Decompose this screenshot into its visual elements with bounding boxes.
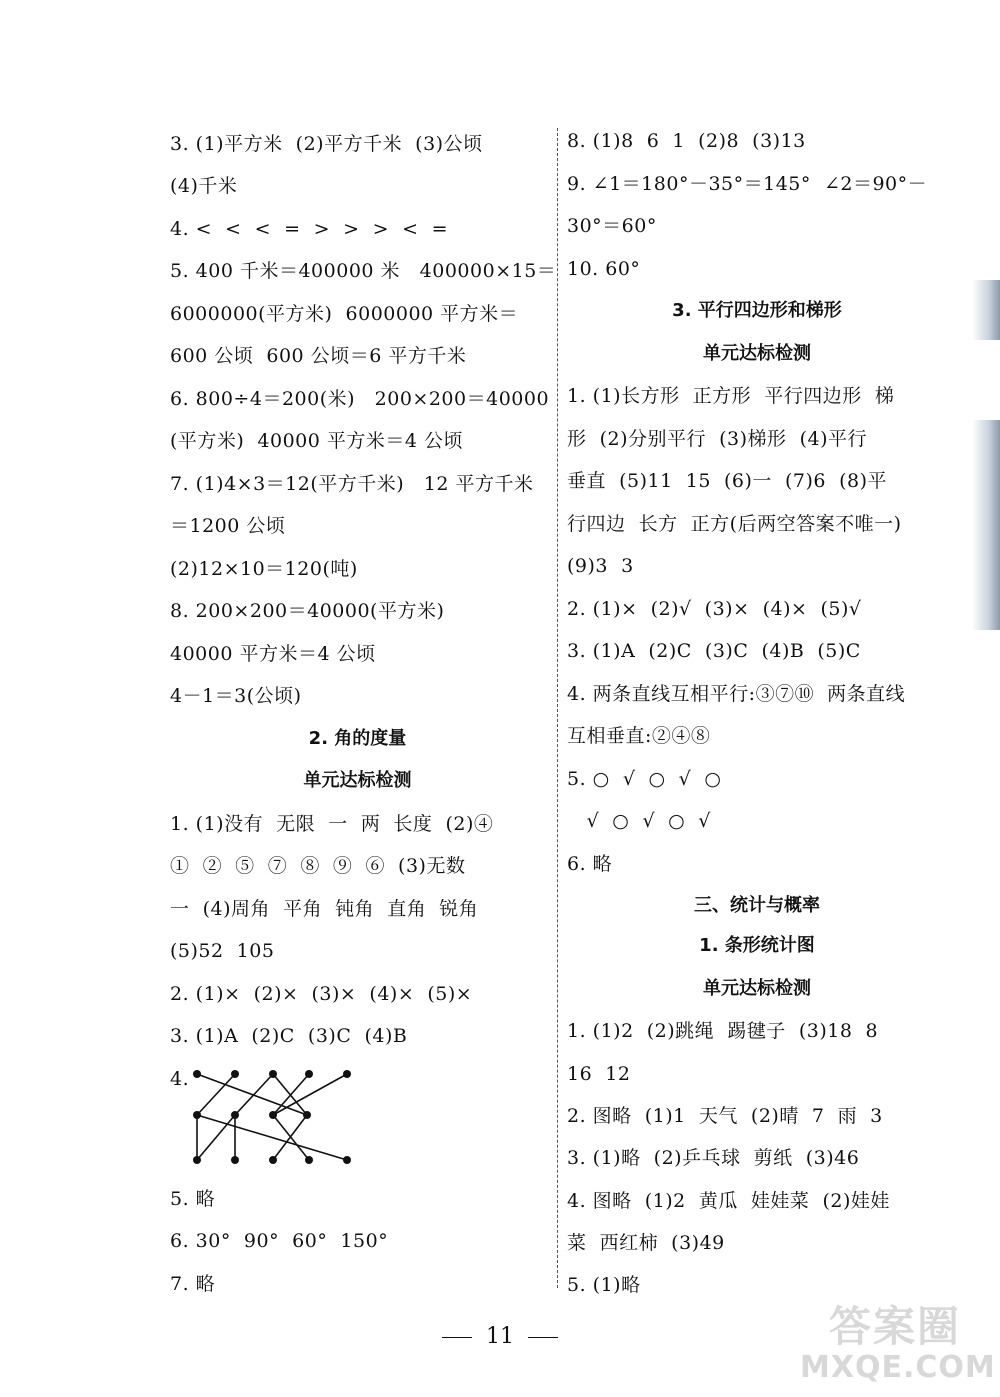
answer-line: 6000000(平方米) 6000000 平方米＝ bbox=[170, 303, 519, 325]
section-subtitle: 单元达标检测 bbox=[703, 978, 811, 999]
answer-line: 垂直 (5)11 15 (6)一 (7)6 (8)平 bbox=[567, 470, 887, 492]
answer-line: √ ○ √ ○ √ bbox=[567, 810, 711, 832]
answer-line: 6. 800÷4＝200(米) 200×200＝40000 bbox=[170, 388, 550, 410]
answer-line: 6. 30° 90° 60° 150° bbox=[170, 1230, 389, 1252]
scan-edge-strip bbox=[972, 420, 1000, 630]
section-title: 2. 角的度量 bbox=[308, 728, 407, 749]
answer-line: 互相垂直:②④⑧ bbox=[567, 725, 711, 747]
column-divider bbox=[557, 128, 558, 1288]
answer-line: 7. (1)4×3＝12(平方千米) 12 平方千米 bbox=[170, 473, 534, 495]
answer-line: 4. < < < = > > > < = bbox=[170, 218, 449, 240]
watermark-url: MXQE.COM bbox=[800, 1350, 996, 1385]
matching-lines-figure bbox=[185, 1062, 365, 1172]
answer-line: 形 (2)分别平行 (3)梯形 (4)平行 bbox=[567, 428, 867, 450]
answer-line: 3. (1)平方米 (2)平方千米 (3)公顷 bbox=[170, 133, 483, 155]
page-number-value: 11 bbox=[486, 1324, 514, 1349]
page-number-dash bbox=[528, 1337, 558, 1338]
watermark-logo: 答案圈 bbox=[828, 1302, 961, 1351]
answer-line: 8. 200×200＝40000(平方米) bbox=[170, 600, 445, 622]
answer-line: 3. (1)A (2)C (3)C (4)B bbox=[170, 1025, 408, 1047]
answer-line: 行四边 长方 正方(后两空答案不唯一) bbox=[567, 513, 902, 535]
answer-line: 9. ∠1＝180°－35°＝145° ∠2＝90°－ bbox=[567, 173, 928, 195]
answer-line: 1. (1)长方形 正方形 平行四边形 梯 bbox=[567, 385, 895, 407]
answer-line: (4)千米 bbox=[170, 175, 238, 197]
answer-line: 4. 两条直线互相平行:③⑦⑩ 两条直线 bbox=[567, 683, 906, 705]
answer-line: 2. (1)× (2)√ (3)× (4)× (5)√ bbox=[567, 598, 862, 620]
chapter-title: 三、统计与概率 bbox=[694, 895, 820, 916]
answer-line: 5. 略 bbox=[170, 1188, 216, 1210]
section-title: 3. 平行四边形和梯形 bbox=[672, 300, 842, 321]
answer-line: 1. (1)没有 无限 一 两 长度 (2)④ bbox=[170, 813, 494, 835]
answer-line: 10. 60° bbox=[567, 258, 641, 280]
answer-line: 6. 略 bbox=[567, 853, 613, 875]
scan-edge-strip bbox=[972, 280, 1000, 340]
answer-line: 16 12 bbox=[567, 1063, 631, 1085]
answer-line: 40000 平方米＝4 公顷 bbox=[170, 643, 376, 665]
answer-line: 8. (1)8 6 1 (2)8 (3)13 bbox=[567, 130, 806, 152]
answer-line: (平方米) 40000 平方米＝4 公顷 bbox=[170, 430, 464, 452]
answer-line: 一 (4)周角 平角 钝角 直角 锐角 bbox=[170, 898, 479, 920]
watermark bbox=[800, 1302, 996, 1392]
answer-line: (5)52 105 bbox=[170, 940, 275, 962]
answer-line: 4－1＝3(公顷) bbox=[170, 685, 302, 707]
answer-line: 600 公顷 600 公顷＝6 平方千米 bbox=[170, 345, 467, 367]
answer-line: (2)12×10＝120(吨) bbox=[170, 558, 358, 580]
answer-line: 4. bbox=[170, 1068, 190, 1090]
answer-line: 1. (1)2 (2)跳绳 踢毽子 (3)18 8 bbox=[567, 1020, 879, 1042]
answer-line: 4. 图略 (1)2 黄瓜 娃娃菜 (2)娃娃 bbox=[567, 1190, 890, 1212]
answer-line: 7. 略 bbox=[170, 1273, 216, 1295]
answer-line: ① ② ⑤ ⑦ ⑧ ⑨ ⑥ (3)无数 bbox=[170, 855, 466, 877]
answer-line: 2. (1)× (2)× (3)× (4)× (5)× bbox=[170, 983, 473, 1005]
answer-line: 3. (1)A (2)C (3)C (4)B (5)C bbox=[567, 640, 861, 662]
page-number-dash bbox=[442, 1337, 472, 1338]
answer-line: 5. 400 千米＝400000 米 400000×15＝ bbox=[170, 260, 557, 282]
answer-line: ＝1200 公顷 bbox=[170, 515, 286, 537]
answer-line: 菜 西红柿 (3)49 bbox=[567, 1232, 725, 1254]
section-subtitle: 单元达标检测 bbox=[303, 770, 412, 791]
answer-line: 2. 图略 (1)1 天气 (2)晴 7 雨 3 bbox=[567, 1105, 883, 1127]
answer-line: 3. (1)略 (2)乒乓球 剪纸 (3)46 bbox=[567, 1147, 860, 1169]
section-subtitle: 单元达标检测 bbox=[703, 343, 811, 364]
section-title: 1. 条形统计图 bbox=[699, 935, 815, 956]
answer-line: 5. ○ √ ○ √ ○ bbox=[567, 768, 722, 790]
answer-line: 5. (1)略 bbox=[567, 1274, 641, 1296]
answer-line: (9)3 3 bbox=[567, 555, 634, 577]
answer-line: 30°＝60° bbox=[567, 215, 657, 237]
